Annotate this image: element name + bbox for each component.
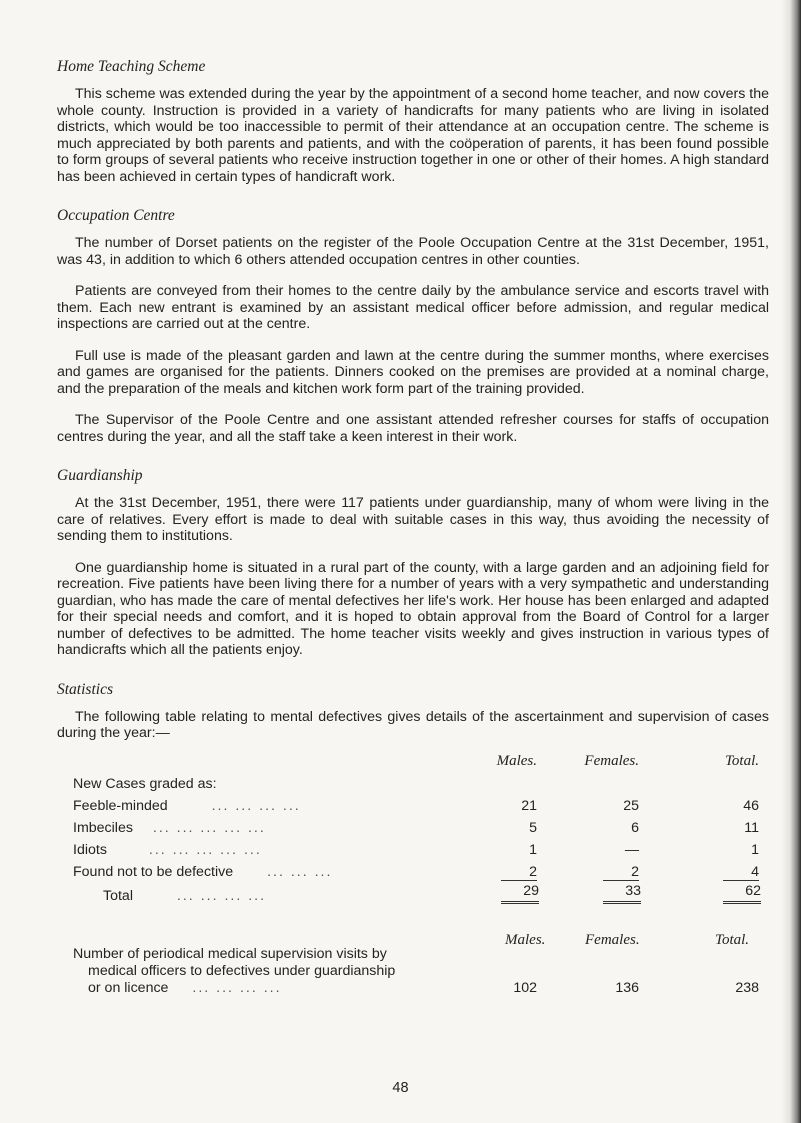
supervision-visits-block bbox=[73, 932, 769, 1012]
row-label: Feeble-minded bbox=[73, 797, 168, 814]
paragraph: The Supervisor of the Poole Centre and one assistant attended refresher courses for staffs of occupation centres during the year, and all the staff take a keen interest in their work. bbox=[57, 412, 769, 445]
section-title-statistics: Statistics bbox=[57, 680, 113, 698]
section-title-occupation-centre: Occupation Centre bbox=[57, 207, 175, 224]
cell-females: 25 bbox=[623, 797, 639, 814]
cell-males: 5 bbox=[529, 819, 537, 836]
paragraph: This scheme was extended during the year by the appointment of a second home teacher, and now covers the whole county. Instruction is provided in a variety of handicrafts for many patients who are living in isolated districts, which would be too inaccessible to permit of their attendance at an occupation centre. The scheme is much appreciated by both parents and patients, and with the coöperation of parents, it has been found possible to form groups of several patients who receive instruction together in one or other of their homes. A high standard has been achieved in certain types of handicraft work. bbox=[57, 86, 769, 185]
table-total-row bbox=[73, 880, 759, 904]
total-males: 29 bbox=[501, 883, 539, 904]
table-row bbox=[73, 792, 759, 814]
cell-males: 1 bbox=[529, 841, 537, 858]
paragraph: The number of Dorset patients on the register of the Poole Occupation Centre at the 31st December, 1951, was 43, in addition to which 6 others attended occupation centres in other counties. bbox=[57, 235, 769, 268]
leader-dots: ... ... ... bbox=[267, 863, 333, 880]
visits-header-males: Males. bbox=[505, 931, 546, 948]
section-guardianship bbox=[57, 467, 769, 659]
cell-total: 4 bbox=[751, 863, 759, 880]
document-page bbox=[57, 58, 769, 1012]
statistics-intro: The following table relating to mental defectives gives details of the ascertainment and supervision of cases during the year:— bbox=[57, 708, 769, 741]
table-row bbox=[73, 814, 759, 836]
table-row bbox=[73, 858, 759, 880]
cell-total: 1 bbox=[751, 841, 759, 858]
paragraph: Patients are conveyed from their homes to the centre daily by the ambulance service and escorts travel with them. Each new entrant is examined by an assistant medical officer before admission, and regular medical inspections are carried out at the centre. bbox=[57, 283, 769, 332]
visits-header-total: Total. bbox=[715, 931, 750, 948]
section-title-home-teaching: Home Teaching Scheme bbox=[57, 58, 206, 75]
paragraph: At the 31st December, 1951, there were 117 patients under guardianship, many of whom were living in the care of relatives. Every effort is made to deal with suitable cases in this way, thus avoiding the necessity of sending them to institutions. bbox=[57, 495, 769, 544]
cell-total: 11 bbox=[744, 819, 759, 836]
visits-females: 136 bbox=[615, 979, 639, 996]
total-total: 62 bbox=[723, 883, 761, 904]
visits-header-females: Females. bbox=[585, 931, 640, 948]
cases-table bbox=[73, 748, 759, 904]
header-females: Females. bbox=[584, 752, 639, 769]
cell-females: 6 bbox=[631, 819, 639, 836]
visits-males: 102 bbox=[513, 979, 537, 996]
visits-label: Number of periodical medical supervision visits by medical officers to defectives under guardianship or on licence ... ... ... ... bbox=[73, 945, 396, 996]
paragraph: One guardianship home is situated in a rural part of the county, with a large garden and an adjoining field for recreation. Five patients have been living there for a number of years with a very sympathetic and understanding guardian, who has made the care of mental defectives her life's work. Her house has been enlarged and adapted for their special needs and comfort, and it is hoped to obtain approval from the Board of Control for a larger number of defectives to be admitted. The home teacher visits weekly and gives instruction in various types of handicrafts which all the patients enjoy. bbox=[57, 559, 769, 658]
leader-dots: ... ... ... ... ... bbox=[152, 819, 266, 836]
leader-dots: ... ... ... ... bbox=[211, 797, 301, 814]
row-label: Imbeciles bbox=[73, 819, 133, 836]
header-total: Total. bbox=[724, 752, 759, 769]
total-females: 33 bbox=[603, 883, 641, 904]
section-title-guardianship: Guardianship bbox=[57, 467, 143, 484]
table-group-row bbox=[73, 770, 759, 792]
section-occupation-centre bbox=[57, 207, 769, 445]
leader-dots: ... ... ... ... ... bbox=[148, 841, 262, 858]
table-row bbox=[73, 836, 759, 858]
section-statistics bbox=[57, 681, 769, 1012]
paragraph: Full use is made of the pleasant garden and lawn at the centre during the summer months, where exercises and games are organised for the patients. Dinners cooked on the premises are provided at a nominal charge, and the preparation of the meals and kitchen work form part of the training provided. bbox=[57, 347, 769, 397]
page-edge-shadow bbox=[781, 0, 801, 1123]
cell-males: 21 bbox=[521, 797, 537, 814]
header-males: Males. bbox=[496, 752, 537, 769]
leader-dots: ... ... ... ... bbox=[192, 979, 282, 996]
leader-dots: ... ... ... ... bbox=[176, 887, 267, 904]
page-number: 48 bbox=[392, 1080, 409, 1096]
cell-total: 46 bbox=[743, 797, 759, 814]
row-label: Idiots bbox=[73, 841, 107, 858]
section-home-teaching bbox=[57, 58, 769, 185]
cell-males: 2 bbox=[529, 863, 537, 880]
visits-total: 238 bbox=[735, 979, 759, 996]
cell-females: 2 bbox=[631, 863, 639, 880]
total-label: Total bbox=[103, 887, 133, 904]
row-label: Found not to be defective bbox=[73, 863, 234, 880]
group-label: New Cases graded as: bbox=[73, 775, 217, 792]
cell-females: — bbox=[624, 841, 639, 858]
table-header-row bbox=[73, 748, 759, 770]
